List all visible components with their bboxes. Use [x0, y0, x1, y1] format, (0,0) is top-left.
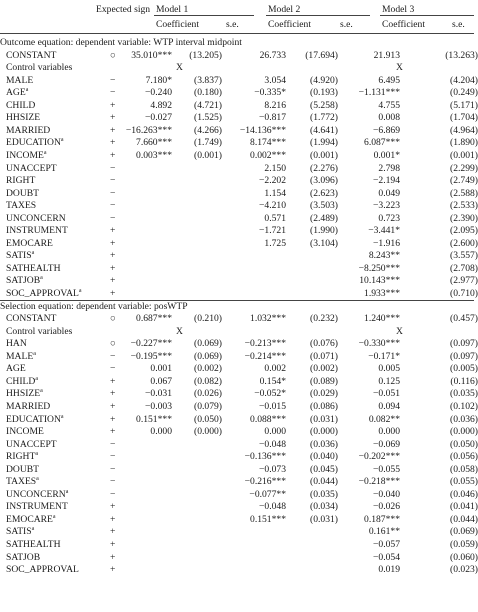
model3-coefficient: −1.916	[373, 237, 400, 249]
expected-sign: ○	[110, 49, 116, 61]
model2-coefficient: 0.571	[264, 212, 286, 224]
model3-se: (0.023)	[450, 564, 478, 576]
model1-coefficient: 0.000	[150, 426, 172, 438]
model3-se: (0.457)	[450, 313, 478, 325]
model1-coefficient: −0.227***	[130, 338, 172, 350]
expected-sign: −	[110, 363, 116, 375]
model3-coefficient: 0.001*	[373, 149, 400, 161]
model2-se: (0.071)	[310, 350, 338, 362]
model2-coefficient: −0.015	[259, 400, 286, 412]
model3-coefficient: 8.243**	[368, 250, 400, 262]
variable-name: TAXES$^a$	[6, 476, 39, 488]
header-bottom-rule	[0, 33, 474, 34]
model3-se: (1.890)	[450, 137, 478, 149]
model1-coefficient: −0.003	[145, 400, 172, 412]
footnote-marker: a	[60, 413, 64, 420]
expected-sign: +	[110, 564, 116, 576]
model3-se: (2.588)	[450, 187, 478, 199]
model3-coefficient: 6.087***	[364, 137, 400, 149]
footnote-marker: a	[25, 87, 29, 93]
footnote-marker: a	[52, 513, 56, 520]
variable-name: HHSIZE	[6, 112, 41, 124]
model2-coefficient: 0.151***	[250, 513, 286, 525]
expected-sign: +	[110, 149, 116, 161]
model2-coefficient: −14.136***	[239, 124, 286, 136]
model3-se: (0.036)	[450, 413, 478, 425]
model1-se: (0.180)	[194, 87, 222, 99]
model3-se: (0.249)	[450, 87, 478, 99]
expected-sign: −	[110, 200, 116, 212]
expected-sign: +	[110, 99, 116, 111]
model3-coefficient: −3.441*	[368, 225, 400, 237]
expected-sign: −	[110, 74, 116, 86]
variable-name: INSTRUMENT	[6, 501, 68, 513]
model2-coefficient: −0.136***	[244, 451, 286, 463]
model3-se: (0.069)	[450, 526, 478, 538]
expected-sign: +	[110, 237, 116, 249]
model2-coefficient: 1.154	[264, 187, 286, 199]
model2-se: (0.076)	[310, 338, 338, 350]
model1-se: (1.749)	[194, 137, 222, 149]
model3-coefficient: −0.040	[373, 488, 400, 500]
model2-coefficient: −0.214***	[244, 350, 286, 362]
model2-se: (0.044)	[310, 476, 338, 488]
variable-name: MALE$^a$	[6, 350, 36, 362]
model2-se: (0.034)	[310, 501, 338, 513]
variable-name: UNCONCERN	[6, 212, 66, 224]
variable-name: Control variables	[6, 325, 73, 337]
variable-name: CHILD$^a$	[6, 375, 38, 387]
model3-se: (2.600)	[450, 237, 478, 249]
footnote-marker: a	[65, 488, 69, 495]
variable-name: SOC_APPROVAL	[6, 564, 79, 576]
variable-name: EDUCATION$^a$	[6, 137, 64, 149]
model3-se: (2.390)	[450, 212, 478, 224]
model1-coefficient: 0.003***	[136, 149, 172, 161]
model2-coef-header: Coefficient	[268, 19, 311, 30]
expected-sign: ○	[110, 313, 116, 325]
model3-se: (13.263)	[445, 49, 478, 61]
expected-sign: −	[110, 187, 116, 199]
model3-se: (0.059)	[450, 539, 478, 550]
model2-se: (1.772)	[310, 112, 338, 124]
model2-se: (17.694)	[305, 49, 338, 61]
model1-coefficient: 7.180*	[145, 74, 172, 86]
model2-se: (3.104)	[310, 237, 338, 249]
model1-se: (0.026)	[194, 388, 222, 400]
expected-sign: −	[110, 87, 116, 99]
expected-sign: ○	[110, 338, 116, 350]
model2-se: (0.045)	[310, 463, 338, 475]
model3-se: (3.557)	[450, 250, 478, 262]
model3-se: (0.005)	[450, 363, 478, 375]
model2-se: (0.002)	[310, 363, 338, 375]
expected-sign: +	[110, 112, 116, 124]
expected-sign: +	[110, 539, 116, 550]
model3-coefficient: 21.913	[373, 49, 400, 61]
expected-sign: −	[110, 488, 116, 500]
model3-coefficient: 0.082**	[368, 413, 400, 425]
model2-se: (4.920)	[310, 74, 338, 86]
variable-name: UNACCEPT	[6, 438, 57, 450]
model3-coefficient: 1.933***	[364, 288, 400, 299]
model1-se: (0.001)	[194, 149, 222, 161]
model3-coefficient: 0.008	[378, 112, 400, 124]
model3-se: (0.001)	[450, 149, 478, 161]
footnote-marker: a	[60, 137, 64, 144]
model3-se: (0.097)	[450, 338, 478, 350]
expected-sign: +	[110, 413, 116, 425]
model3-se: (5.171)	[450, 99, 478, 111]
model1-coefficient: −0.031	[145, 388, 172, 400]
variable-name: TAXES	[6, 200, 37, 212]
model2-coefficient: −0.048	[259, 438, 286, 450]
model1-se: (0.082)	[194, 375, 222, 387]
model2-coefficient: 0.088***	[250, 413, 286, 425]
model1-coefficient: −16.263***	[125, 124, 172, 136]
model2-coefficient: −0.052*	[254, 388, 286, 400]
variable-name: CONSTANT	[6, 313, 57, 325]
expected-sign: +	[110, 288, 116, 299]
expected-sign: −	[110, 463, 116, 475]
model1-se: (1.525)	[194, 112, 222, 124]
variable-name: AGE$^a$	[6, 87, 29, 99]
expected-sign: +	[110, 426, 116, 438]
footnote-marker: a	[35, 375, 38, 382]
model1-se: (4.721)	[194, 99, 222, 111]
model2-se-header: s.e.	[340, 19, 353, 30]
model1-underline	[154, 15, 254, 16]
footnote-marker: a	[35, 450, 38, 457]
model1-se: (0.002)	[194, 363, 222, 375]
expected-sign: +	[110, 225, 116, 237]
model1-coefficient: 0.001	[150, 363, 172, 375]
model2-coefficient: −4.210	[259, 200, 286, 212]
expected-sign: +	[110, 400, 116, 412]
model3-se: (2.299)	[450, 162, 478, 174]
variable-name: EMOCARE$^a$	[6, 513, 56, 525]
model2-se: (5.258)	[310, 99, 338, 111]
model1-coef-header: Coefficient	[156, 19, 199, 30]
model3-coefficient: −6.869	[373, 124, 400, 136]
model3-se: (0.044)	[450, 513, 478, 525]
model3-se: (0.056)	[450, 451, 478, 463]
model2-coefficient: −0.048	[259, 501, 286, 513]
model2-coefficient: 26.733	[259, 49, 286, 61]
model3-se: (4.204)	[450, 74, 478, 86]
expected-sign: −	[110, 451, 116, 463]
model1-coefficient: 4.892	[150, 99, 172, 111]
model2-se: (0.031)	[310, 413, 338, 425]
model3-se: (0.050)	[450, 438, 478, 450]
expected-sign-header: Expected sign	[96, 4, 151, 15]
footnote-marker: a	[40, 388, 43, 395]
model3-coefficient: 4.755	[378, 99, 400, 111]
variable-name: MARRIED	[6, 124, 51, 136]
model1-coefficient: −0.240	[145, 87, 172, 99]
variable-name: UNACCEPT	[6, 162, 57, 174]
model2-coefficient: 0.154*	[259, 375, 286, 387]
expected-sign: +	[110, 124, 116, 136]
model1-se: (0.000)	[194, 426, 222, 438]
variable-name: SATHEALTH	[6, 262, 61, 274]
model3-coefficient: 0.161**	[368, 526, 400, 538]
model2-coefficient: −1.721	[259, 225, 286, 237]
model2-se: (2.276)	[310, 162, 338, 174]
footnote-marker: a	[36, 476, 39, 483]
model3-se-header: s.e.	[452, 19, 465, 30]
section-title: Selection equation: dependent variable: posWTP	[0, 300, 188, 312]
model3-coefficient: 6.495	[378, 74, 400, 86]
footnote-marker: a	[43, 149, 47, 156]
model2-coefficient: 0.002	[264, 363, 286, 375]
model2-coefficient: −0.077**	[249, 488, 286, 500]
model3-se: (0.000)	[450, 426, 478, 438]
model3-se: (0.060)	[450, 551, 478, 563]
model3-coefficient: −0.330***	[358, 338, 400, 350]
model1-coefficient: 0.151***	[136, 413, 172, 425]
model2-underline	[266, 15, 370, 16]
model2-coefficient: 0.000	[264, 426, 286, 438]
model2-se: (4.641)	[310, 124, 338, 136]
variable-name: CONSTANT	[6, 49, 57, 61]
model2-coefficient: 1.725	[264, 237, 286, 249]
model1-coefficient: 7.660***	[136, 137, 172, 149]
model3-coefficient: 0.019	[378, 564, 400, 576]
model3-coefficient: −0.218***	[358, 476, 400, 488]
model1-se: (0.069)	[194, 350, 222, 362]
model2-se: (0.035)	[310, 488, 338, 500]
model2-coefficient: 0.002***	[250, 149, 286, 161]
model3-se: (0.058)	[450, 463, 478, 475]
model2-se: (1.990)	[310, 225, 338, 237]
variable-name: UNCONCERN$^a$	[6, 488, 69, 500]
model2-coefficient: 8.174***	[250, 137, 286, 149]
model2-se: (0.089)	[310, 375, 338, 387]
model3-coefficient: −0.069	[373, 438, 400, 450]
model1-se-header: s.e.	[226, 19, 239, 30]
expected-sign: +	[110, 388, 116, 400]
model2-se: (3.503)	[310, 200, 338, 212]
model2-coefficient: −0.073	[259, 463, 286, 475]
variable-name: CHILD	[6, 99, 36, 111]
model3-se: (0.102)	[450, 400, 478, 412]
model1-header: Model 1	[156, 4, 189, 15]
variable-name: HHSIZE$^a$	[6, 388, 43, 400]
model2-coefficient: 3.054	[264, 74, 286, 86]
expected-sign: +	[110, 262, 116, 274]
model1-coefficient: 35.010***	[131, 49, 172, 61]
model3-coefficient: −0.051	[373, 388, 400, 400]
variable-name: SATJOB	[6, 551, 41, 563]
model2-se: (0.040)	[310, 451, 338, 463]
model3-se: (0.035)	[450, 388, 478, 400]
model3-coefficient: 10.143***	[359, 275, 400, 287]
model2-se: (0.036)	[310, 438, 338, 450]
model3-coefficient: −0.054	[373, 551, 400, 563]
model3-underline	[380, 15, 474, 16]
model3-coefficient: 1.240***	[364, 313, 400, 325]
model3-se: (0.041)	[450, 501, 478, 513]
model1-se: (13.205)	[189, 49, 222, 61]
variable-name: SATJOB$^a$	[6, 275, 43, 287]
variable-name: SOC_APPROVAL$^a$	[6, 287, 82, 299]
expected-sign: +	[110, 250, 116, 262]
model2-coefficient: −0.817	[259, 112, 286, 124]
variable-name: EMOCARE	[6, 237, 53, 249]
model1-coefficient: 0.067	[150, 375, 172, 387]
model3-coefficient: 0.187***	[364, 513, 400, 525]
model2-se: (2.623)	[310, 187, 338, 199]
footnote-marker: a	[78, 287, 82, 294]
model3-se: (0.055)	[450, 476, 478, 488]
model3-coefficient: −0.202***	[358, 451, 400, 463]
variable-name: RIGHT$^a$	[6, 450, 38, 463]
model2-se: (2.489)	[310, 212, 338, 224]
model3-coefficient: −0.055	[373, 463, 400, 475]
model3-coefficient: −2.194	[373, 175, 400, 187]
model3-coefficient: −0.057	[373, 539, 400, 550]
model1-se: (0.210)	[194, 313, 222, 325]
expected-sign: −	[110, 350, 116, 362]
model3-coefficient: −1.131***	[358, 87, 400, 99]
expected-sign: +	[110, 501, 116, 513]
model2-se: (0.232)	[310, 313, 338, 325]
model1-se: (0.079)	[194, 400, 222, 412]
model3-coefficient: 0.723	[378, 212, 400, 224]
expected-sign: +	[110, 275, 116, 287]
variable-name: MALE	[6, 74, 34, 86]
model3-coef-header: Coefficient	[382, 19, 425, 30]
model3-coefficient: −8.250***	[358, 262, 400, 274]
footnote-marker: a	[31, 250, 35, 257]
variable-name: SATIS$^a$	[6, 250, 35, 262]
model3-se: (4.964)	[450, 124, 478, 136]
model3-coefficient: 0.125	[378, 375, 400, 387]
variable-name: DOUBT	[6, 187, 40, 199]
model1-se: (0.050)	[194, 413, 222, 425]
variable-name: INCOME$^a$	[6, 149, 47, 161]
variable-name: AGE	[6, 363, 26, 375]
model1-se: (3.837)	[194, 74, 222, 86]
model3-se: (2.708)	[450, 262, 478, 274]
model1-coefficient: 0.687***	[136, 313, 172, 325]
model3-header: Model 3	[382, 4, 415, 15]
model2-se: (0.000)	[310, 426, 338, 438]
model3-coefficient: 0.000	[378, 426, 400, 438]
model3-coefficient: −0.171*	[368, 350, 400, 362]
model2-se: (0.193)	[310, 87, 338, 99]
model3-se: (0.046)	[450, 488, 478, 500]
model2-coefficient: −0.335*	[254, 87, 286, 99]
model3-se: (2.977)	[450, 275, 478, 287]
model1-se: (0.069)	[194, 338, 222, 350]
variable-name: DOUBT	[6, 463, 40, 475]
footnote-marker: a	[40, 275, 43, 282]
model1-coefficient: −0.195***	[130, 350, 172, 362]
variable-name: INCOME	[6, 426, 44, 438]
model3-se: (2.095)	[450, 225, 478, 237]
model2-coefficient: −0.213***	[244, 338, 286, 350]
variable-name: RIGHT	[6, 175, 36, 187]
model2-se: (0.031)	[310, 513, 338, 525]
model3-se: (1.704)	[450, 112, 478, 124]
expected-sign: +	[110, 551, 116, 563]
model3-se: (0.710)	[450, 288, 478, 299]
model3-coefficient: 0.005	[378, 363, 400, 375]
expected-sign: −	[110, 162, 116, 174]
model3-coefficient: 0.094	[378, 400, 400, 412]
model2-coefficient: −0.216***	[244, 476, 286, 488]
expected-sign: +	[110, 375, 116, 387]
model2-coefficient: 8.216	[264, 99, 286, 111]
footnote-marker: a	[33, 350, 36, 357]
footnote-marker: a	[31, 526, 35, 533]
model3-coefficient: −0.026	[373, 501, 400, 513]
model3-se: (2.533)	[450, 200, 478, 212]
model2-coefficient: 2.150	[264, 162, 286, 174]
variable-name: MARRIED	[6, 400, 51, 412]
model1-control-mark: X	[176, 325, 183, 337]
variable-name: Control variables	[6, 62, 73, 74]
model2-se: (1.994)	[310, 137, 338, 149]
model1-control-mark: X	[176, 62, 183, 74]
model2-se: (0.001)	[310, 149, 338, 161]
model3-se: (2.749)	[450, 175, 478, 187]
expected-sign: −	[110, 175, 116, 187]
variable-name: INSTRUMENT	[6, 225, 68, 237]
model2-se: (0.029)	[310, 388, 338, 400]
model1-se: (4.266)	[194, 124, 222, 136]
model2-se: (0.086)	[310, 400, 338, 412]
variable-name: HAN	[6, 338, 27, 350]
model2-header: Model 2	[268, 4, 301, 15]
variable-name: EDUCATION$^a$	[6, 413, 64, 425]
expected-sign: −	[110, 476, 116, 488]
model2-coefficient: −2.202	[259, 175, 286, 187]
expected-sign: +	[110, 137, 116, 149]
variable-name: SATIS$^a$	[6, 526, 35, 538]
expected-sign: −	[110, 438, 116, 450]
model3-se: (0.097)	[450, 350, 478, 362]
expected-sign: +	[110, 526, 116, 538]
model3-se: (0.116)	[450, 375, 478, 387]
model1-coefficient: −0.027	[145, 112, 172, 124]
model3-coefficient: 0.049	[378, 187, 400, 199]
expected-sign: −	[110, 212, 116, 224]
model3-coefficient: 2.798	[378, 162, 400, 174]
model3-control-mark: X	[396, 325, 403, 337]
section-title: Outcome equation: dependent variable: WTP interval midpoint	[0, 37, 242, 48]
variable-name: SATHEALTH	[6, 539, 61, 550]
model3-coefficient: −3.223	[373, 200, 400, 212]
expected-sign: +	[110, 513, 116, 525]
model2-se: (3.096)	[310, 175, 338, 187]
model2-coefficient: 1.032***	[250, 313, 286, 325]
model3-control-mark: X	[396, 62, 403, 74]
